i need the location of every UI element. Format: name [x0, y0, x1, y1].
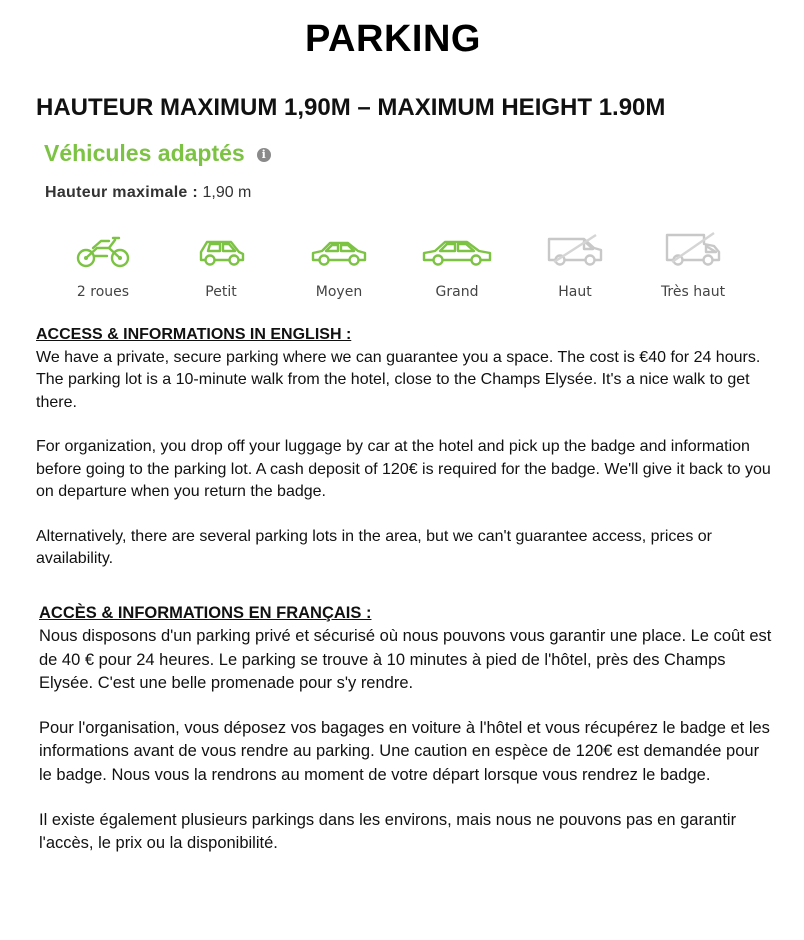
vehicle-label: 2 roues	[76, 284, 130, 300]
max-height-label: Hauteur maximale :	[45, 184, 199, 201]
french-paragraph-1: Nous disposons d'un parking privé et sécurisé où nous pouvons vous garantir une place. Le coût est de 40 € pour 24 heures. Le parking se trouve à 10 minutes à pied de l'hôtel, près des Champs Elysée. C'est une belle promenade pour s'y rendre.	[39, 627, 772, 692]
paragraph-gap	[39, 695, 774, 717]
vehicle-high	[516, 230, 634, 300]
max-height-value: 1,90 m	[202, 184, 252, 201]
vehicle-medium	[280, 230, 398, 300]
motorcycle-icon	[73, 230, 133, 270]
large-van-icon	[662, 230, 724, 270]
page-title: PARKING	[305, 18, 481, 60]
vehicles-panel-title	[44, 140, 271, 167]
english-title: ACCESS & INFORMATIONS IN ENGLISH :	[36, 326, 352, 343]
english-paragraph-3: Alternatively, there are several parking lots in the area, but we can't guarantee access, prices or availability.	[36, 527, 712, 567]
height-heading: HAUTEUR MAXIMUM 1,90M – MAXIMUM HEIGHT 1.90M	[36, 94, 666, 121]
van-icon	[544, 230, 606, 270]
english-paragraph-2: For organization, you drop off your luggage by car at the hotel and pick up the badge and information before going to the parking lot. A cash deposit of 120€ is required for the badge. We'll give it back to you on departure when you return the badge.	[36, 438, 771, 500]
vehicle-label: Grand	[435, 284, 479, 300]
vehicles-panel-title-text: Véhicules adaptés	[44, 140, 245, 166]
french-title: ACCÈS & INFORMATIONS EN FRANÇAIS :	[39, 604, 372, 622]
vehicle-row	[44, 230, 764, 310]
french-paragraph-3: Il existe également plusieurs parkings dans les environs, mais nous ne pouvons pas en garantir l'accès, le prix ou la disponibilité.	[39, 811, 737, 853]
vehicle-label: Très haut	[660, 284, 726, 300]
french-section	[39, 602, 774, 856]
vehicle-large	[398, 230, 516, 300]
medium-car-icon	[308, 230, 370, 270]
paragraph-gap	[36, 504, 776, 526]
vehicle-label: Moyen	[315, 284, 363, 300]
large-car-icon	[421, 230, 493, 270]
french-paragraph-2: Pour l'organisation, vous déposez vos bagages en voiture à l'hôtel et vous récupérez le badge et les informations avant de vous rendre au parking. Une caution en espèce de 120€ est demandée pour le badge. Nous vous la rendrons au moment de votre départ lorsque vous rendrez le badge.	[39, 719, 770, 784]
english-paragraph-1: We have a private, secure parking where we can guarantee you a space. The cost is €40 for 24 hours. The parking lot is a 10-minute walk from the hotel, close to the Champs Elysée. It's a nice walk to get there.	[36, 348, 761, 411]
vehicle-very-high	[634, 230, 752, 300]
max-height-line	[45, 184, 251, 202]
vehicle-small	[162, 230, 280, 300]
vehicle-label: Haut	[558, 284, 592, 300]
info-icon[interactable]: i	[257, 148, 271, 162]
vehicle-motorcycle	[44, 230, 162, 300]
small-car-icon	[191, 230, 251, 270]
paragraph-gap	[39, 787, 774, 809]
english-section	[36, 324, 776, 571]
paragraph-gap	[36, 414, 776, 436]
vehicle-label: Petit	[205, 284, 237, 300]
